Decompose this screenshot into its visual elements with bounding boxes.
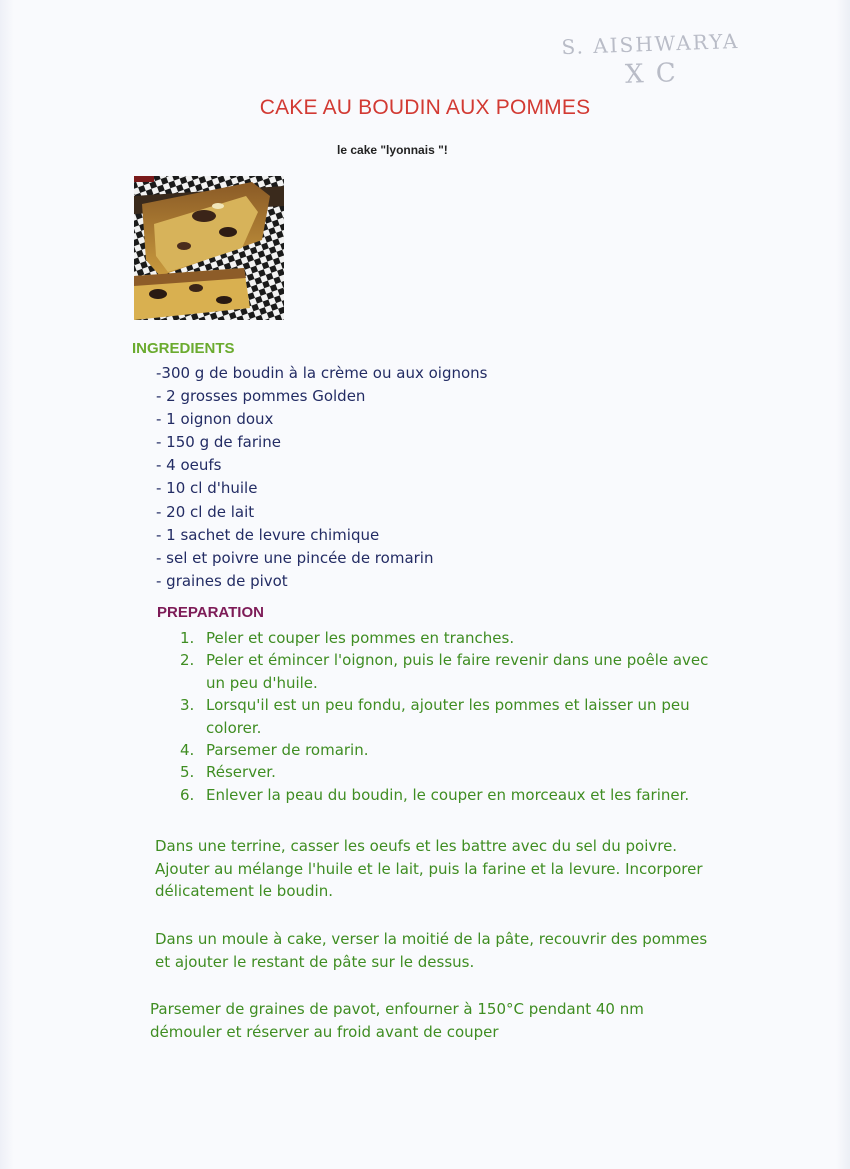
step-text: Enlever la peau du boudin, le couper en morceaux et les fariner.: [206, 785, 690, 804]
instruction-paragraph: Dans un moule à cake, verser la moitié de la pâte, recouvrir des pommes et ajouter le restant de pâte sur le dessus.: [155, 930, 708, 971]
step-number: 1.: [180, 629, 195, 647]
ingredient-item: - 150 g de farine: [156, 433, 281, 452]
step-item: [180, 649, 720, 694]
annotation-name: S. AISHWARYA: [561, 28, 740, 60]
ingredient-item: - 20 cl de lait: [156, 502, 255, 521]
instruction-paragraph: Parsemer de graines de pavot, enfourner à 150°C pendant 40 nm démouler et réserver au froid avant de couper: [150, 1000, 644, 1041]
step-text: Peler et émincer l'oignon, puis le faire revenir dans une poêle avec un peu d'huile.: [206, 651, 709, 692]
step-item: [180, 784, 720, 806]
preparation-heading: PREPARATION: [157, 604, 264, 621]
step-number: 4.: [180, 741, 195, 760]
step-number: 2.: [180, 651, 195, 670]
step-item: [180, 761, 720, 783]
step-text: Lorsqu'il est un peu fondu, ajouter les pommes et laisser un peu colorer.: [206, 696, 690, 737]
ingredient-item: - 1 oignon doux: [156, 410, 274, 429]
ingredient-item: - graines de pivot: [156, 571, 288, 590]
ingredient-item: - 2 grosses pommes Golden: [156, 387, 366, 406]
step-number: 5.: [180, 763, 195, 782]
annotation-class: X C: [624, 58, 679, 90]
cake-photo: [134, 176, 284, 320]
step-number: 6.: [180, 785, 195, 804]
preparation-steps: [180, 627, 720, 806]
step-item: [180, 694, 720, 739]
step-text: Parsemer de romarin.: [206, 741, 369, 760]
ingredient-item: - sel et poivre une pincée de romarin: [156, 548, 434, 567]
ingredient-item: - 1 sachet de levure chimique: [156, 525, 380, 544]
handwritten-annotation: [561, 25, 741, 93]
step-item: [180, 627, 720, 649]
instruction-paragraph: Dans une terrine, casser les oeufs et les battre avec du sel du poivre. Ajouter au mélange l'huile et le lait, puis la farine et la levure. Incorporer délicatement le boudin.: [155, 837, 703, 901]
ingredients-list: [156, 362, 487, 593]
ingredient-item: - 4 oeufs: [156, 456, 222, 475]
recipe-subtitle: le cake "lyonnais "!: [337, 143, 448, 157]
cake-photo-image: [134, 176, 284, 320]
step-item: [180, 739, 720, 761]
ingredient-item: - 10 cl d'huile: [156, 479, 258, 498]
recipe-title: CAKE AU BOUDIN AUX POMMES: [259, 96, 591, 119]
ingredient-item: -300 g de boudin à la crème ou aux oignons: [156, 364, 488, 382]
ingredients-heading: INGREDIENTS: [132, 340, 235, 357]
step-number: 3.: [180, 696, 195, 715]
step-text: Peler et couper les pommes en tranches.: [206, 629, 515, 647]
step-text: Réserver.: [206, 763, 276, 782]
